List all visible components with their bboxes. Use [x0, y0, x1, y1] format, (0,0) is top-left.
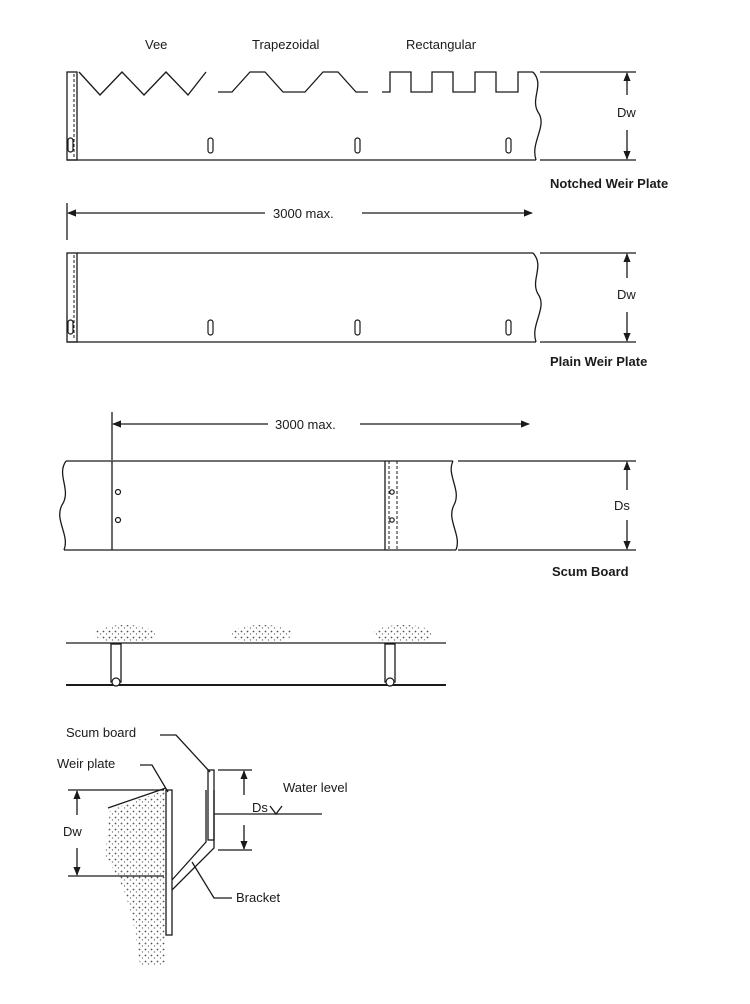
notched-break-line — [533, 72, 541, 160]
plan-view-strip — [66, 625, 446, 686]
plain-slot — [355, 320, 360, 335]
trapezoidal-notches — [218, 72, 368, 92]
plain-slot — [506, 320, 511, 335]
water-level-marker — [270, 806, 282, 814]
plain-break-line — [533, 253, 541, 342]
scum-break-left — [60, 461, 66, 550]
scum-board-title: Scum Board — [552, 564, 629, 579]
scum-length-label: 3000 max. — [275, 417, 336, 432]
scum-bolt-hole — [116, 518, 121, 523]
plan-bracket-bolt — [112, 678, 120, 686]
label-trapezoidal: Trapezoidal — [252, 37, 320, 52]
scum-ds-label: Ds — [614, 498, 630, 513]
scum-strap-bolt — [390, 490, 394, 494]
section-scum-board-label: Scum board — [66, 725, 137, 740]
plain-dw-label: Dw — [617, 287, 636, 302]
scum-board-leader — [160, 735, 210, 772]
vee-notches — [79, 72, 206, 95]
section-dw-label: Dw — [63, 824, 82, 839]
section-scum-board — [208, 770, 214, 840]
notched-weir-plate — [67, 37, 668, 191]
section-weir-plate-label: Weir plate — [57, 756, 116, 771]
scum-board — [60, 412, 636, 579]
plain-weir-title: Plain Weir Plate — [550, 354, 648, 369]
section-ds-label: Ds — [252, 800, 268, 815]
section-bracket — [172, 790, 206, 880]
concrete-wall — [105, 790, 165, 965]
label-rectangular: Rectangular — [406, 37, 477, 52]
notched-slot — [208, 138, 213, 153]
scum-deposit — [232, 625, 292, 643]
plain-length-label: 3000 max. — [273, 206, 334, 221]
scum-deposit — [373, 625, 433, 643]
rectangular-notches — [382, 72, 533, 92]
section-view — [57, 725, 348, 965]
notched-weir-title: Notched Weir Plate — [550, 176, 669, 191]
plan-bracket — [111, 644, 121, 682]
label-vee: Vee — [145, 37, 168, 52]
section-weir-plate — [166, 790, 172, 935]
plain-weir-plate — [67, 203, 647, 369]
water-level-label: Water level — [283, 780, 348, 795]
plan-bracket — [385, 644, 395, 682]
weir-plate-leader — [140, 765, 168, 792]
notched-slot — [506, 138, 511, 153]
scum-bolt-hole — [116, 490, 121, 495]
section-bracket-label: Bracket — [236, 890, 281, 905]
notched-slot — [355, 138, 360, 153]
scum-break-right — [451, 461, 457, 550]
plain-slot — [208, 320, 213, 335]
scum-deposit — [95, 625, 155, 643]
plain-end-slot — [68, 320, 73, 334]
notched-end-slot — [68, 138, 73, 152]
scum-strap-bolt — [390, 518, 394, 522]
plan-bracket-bolt — [386, 678, 394, 686]
bracket-leader — [192, 862, 232, 898]
notched-dw-label: Dw — [617, 105, 636, 120]
